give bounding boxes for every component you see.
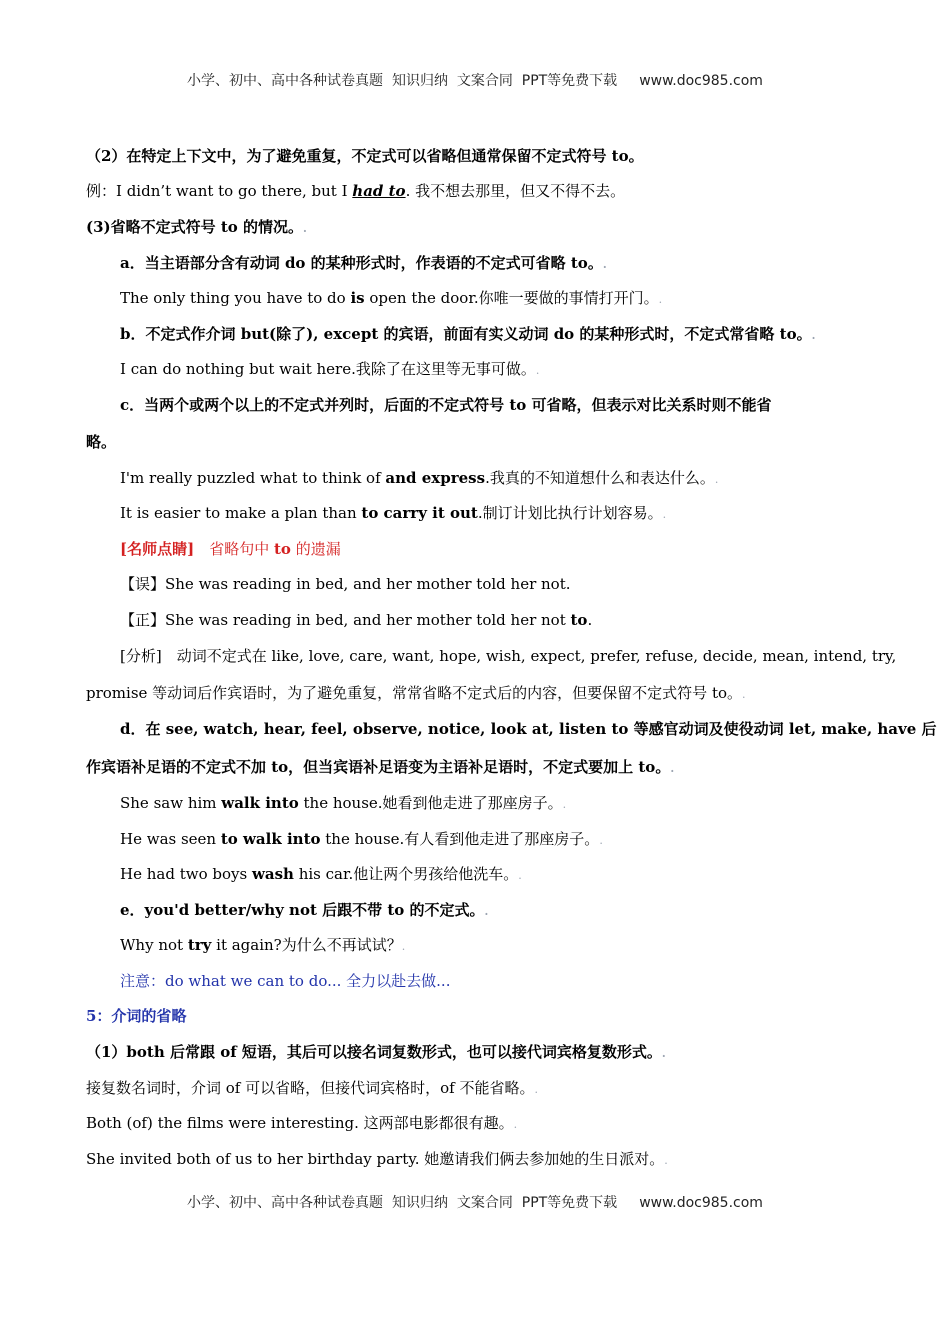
rule-d-example-1-translation: the house.她看到他走进了那座房子。	[298, 794, 563, 812]
teacher-tip	[120, 539, 341, 559]
paragraph-mark: .	[742, 688, 746, 701]
paragraph-mark: .	[303, 222, 307, 235]
rule-a-title	[120, 253, 607, 275]
rule-c-example-2-emphasis: to carry it out	[361, 504, 478, 522]
rule-d-example-1-text: She saw him	[120, 794, 222, 812]
rule-d-title-line1	[120, 719, 937, 739]
rule-e-example-text: Why not	[120, 936, 188, 954]
rule-a-example-text: The only thing you have to do	[120, 289, 351, 307]
rule-c-example-1-translation: .我真的不知道想什么和表达什么。	[485, 469, 715, 487]
teacher-tip-label: [名师点睛]	[120, 540, 195, 558]
rule-d-example-1	[120, 793, 566, 815]
paragraph-mark: .	[602, 258, 607, 271]
rule-b-text: b．不定式作介词 but(除了), except 的宾语，前面有实义动词 do 的某种形式时，不定式常省略 to。	[120, 325, 812, 343]
p3-title-text: (3)省略不定式符号 to 的情况。	[86, 218, 304, 236]
rule-a-example-emphasis: is	[350, 289, 365, 307]
p2-title: （2）在特定上下文中，为了避免重复，不定式可以省略但通常保留不定式符号 to。	[86, 147, 644, 165]
paragraph-mark: .	[562, 798, 567, 811]
rule-c-example-1-emphasis: and express	[385, 469, 486, 487]
section-5-example-2-text: She invited both of us to her birthday party. 她邀请我们俩去参加她的生日派对。	[86, 1150, 665, 1168]
rule-d-example-2-translation: the house.有人看到他走进了那座房子。	[320, 830, 600, 848]
analysis-line2	[86, 683, 746, 705]
rule-d-example-1-emphasis: walk into	[221, 794, 299, 812]
rule-c-example-1-text: I'm really puzzled what to think of	[120, 469, 386, 487]
rule-d-example-3-emphasis: wash	[251, 865, 294, 883]
rule-d-example-2	[120, 829, 603, 851]
rule-e-example-emphasis: try	[187, 936, 212, 954]
paragraph-mark: .	[401, 940, 406, 953]
rule-e-text: e．you'd better/why not 后跟不带 to 的不定式。	[120, 901, 485, 919]
wrong-example	[120, 574, 571, 594]
rule-e-title	[120, 900, 488, 922]
paragraph-mark: .	[714, 473, 719, 486]
paragraph-mark: .	[662, 508, 667, 521]
section-5-rule-1	[86, 1042, 666, 1064]
right-example-text: 【正】She was reading in bed, and her mother told her not	[120, 611, 571, 629]
footer-url[interactable]: www.doc985.com	[639, 1195, 763, 1211]
rule-b-title	[120, 324, 815, 346]
paragraph-mark: .	[513, 1118, 518, 1131]
rule-c-example-2	[120, 503, 666, 525]
rule-a-example	[120, 288, 662, 310]
rule-d-example-3	[120, 864, 522, 886]
section-5-explanation-text: 接复数名词时，介词 of 可以省略，但接代词宾格时，of 不能省略。	[86, 1079, 535, 1097]
rule-c-example-2-translation: .制订计划比执行计划容易。	[477, 504, 663, 522]
rule-c-text-1: c．当两个或两个以上的不定式并列时，后面的不定式符号 to 可省略，但表示对比关系时则不能省	[120, 396, 772, 414]
paragraph-mark: .	[811, 329, 816, 342]
section-5-example-1-text: Both (of) the films were interesting. 这两部电影都很有趣。	[86, 1114, 514, 1132]
rule-d-example-2-emphasis: to walk into	[220, 830, 321, 848]
wrong-example-text: 【误】She was reading in bed, and her mother told her not.	[120, 575, 571, 593]
paragraph-mark: .	[518, 869, 522, 882]
p2-example-text: 例：I didn’t want to go there, but I	[86, 182, 353, 200]
rule-d-example-3-translation: his car.他让两个男孩给他洗车。	[293, 865, 519, 883]
section-5-rule-1-text: （1）both 后常跟 of 短语，其后可以接名词复数形式，也可以接代词宾格复数形式。	[86, 1043, 662, 1061]
rule-e-example-translation: it again?为什么不再试试？	[211, 936, 402, 954]
right-example	[120, 610, 592, 630]
rule-c-example-2-text: It is easier to make a plan than	[120, 504, 362, 522]
paragraph-mark: .	[484, 905, 489, 918]
section-5-example-2	[86, 1149, 668, 1171]
rule-b-example	[120, 359, 539, 381]
rule-e-example	[120, 935, 405, 957]
teacher-tip-emphasis: to	[273, 540, 291, 558]
section-5-explanation	[86, 1078, 538, 1100]
teacher-tip-text-end: 的遗漏	[290, 540, 341, 558]
paragraph-mark: .	[658, 293, 663, 306]
right-example-end: .	[587, 611, 593, 629]
paragraph-mark: .	[661, 1047, 666, 1060]
rule-b-example-text: I can do nothing but wait here.我除了在这里等无事可做。	[120, 360, 536, 378]
note-line: 注意：do what we can to do... 全力以赴去做...	[120, 972, 451, 990]
p2-example-translation: . 我不想去那里，但又不得不去。	[405, 182, 626, 200]
rule-a-text: a．当主语部分含有动词 do 的某种形式时，作表语的不定式可省略 to。	[120, 254, 603, 272]
analysis-line2-text: promise 等动词后作宾语时，为了避免重复，常常省略不定式后的内容，但要保留不定式符号 to。	[86, 684, 742, 702]
rule-c-title-line1	[120, 395, 862, 415]
rule-c-example-1	[120, 468, 718, 490]
paragraph-mark: .	[599, 834, 603, 847]
section-5-example-1	[86, 1113, 517, 1135]
rule-a-example-translation: open the door.你唯一要做的事情打开门。	[364, 289, 659, 307]
page-footer	[0, 1192, 950, 1212]
rule-d-text-2: 作宾语补足语的不定式不加 to，但当宾语补足语变为主语补足语时，不定式要加上 to。	[86, 758, 671, 776]
paragraph-mark: .	[534, 1083, 538, 1096]
analysis-line1: [分析] 动词不定式在 like, love, care, want, hope, wish, expect, prefer, refuse, decide, mean, intend, try,	[120, 647, 897, 665]
p2-example	[86, 181, 625, 201]
right-example-emphasis: to	[570, 611, 588, 629]
rule-d-example-2-text: He was seen	[120, 830, 221, 848]
p3-title	[86, 217, 307, 239]
rule-d-example-3-text: He had two boys	[120, 865, 252, 883]
header-text: 小学、初中、高中各种试卷真题 知识归纳 文案合同 PPT等免费下载	[187, 73, 618, 89]
page-header	[0, 70, 950, 90]
rule-d-title-line2	[86, 757, 674, 779]
paragraph-mark: .	[670, 762, 675, 775]
p2-example-emphasis: had to	[352, 182, 406, 200]
teacher-tip-text: 省略句中	[194, 540, 274, 558]
paragraph-mark: .	[664, 1154, 668, 1167]
footer-text: 小学、初中、高中各种试卷真题 知识归纳 文案合同 PPT等免费下载	[187, 1195, 618, 1211]
rule-d-text-1: d．在 see, watch, hear, feel, observe, notice, look at, listen to 等感官动词及使役动词 let, make, have 后	[120, 720, 937, 738]
paragraph-mark: .	[535, 364, 540, 377]
header-url[interactable]: www.doc985.com	[639, 73, 763, 89]
rule-c-title-line2: 略。	[86, 433, 117, 451]
section-5-title: 5：介词的省略	[86, 1007, 187, 1025]
